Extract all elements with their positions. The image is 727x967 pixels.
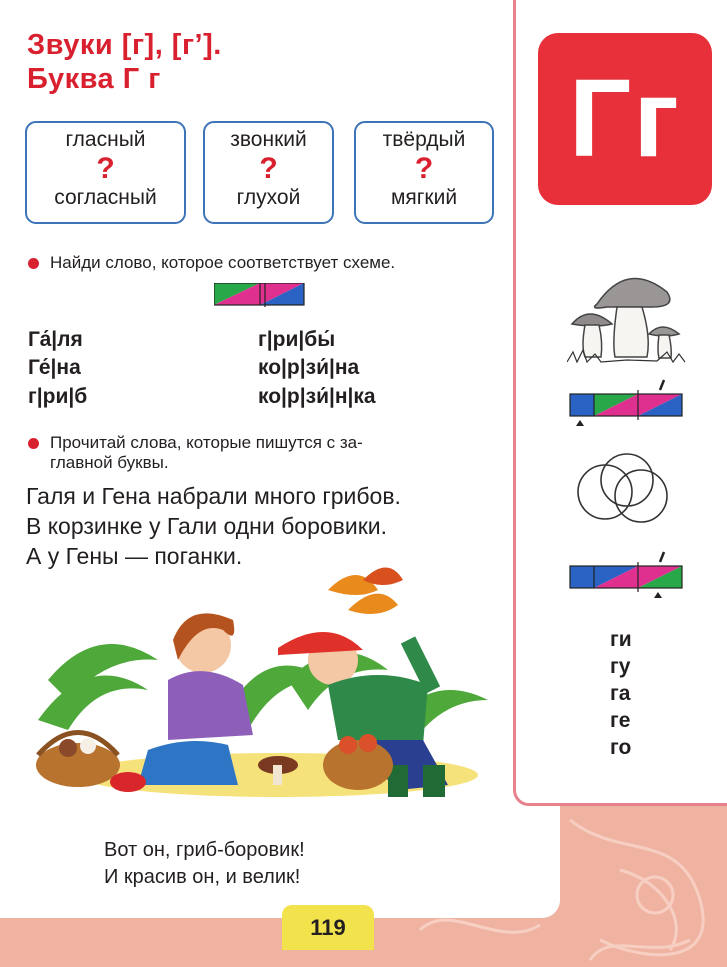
bullet-icon <box>28 258 39 269</box>
syllable: га <box>610 682 631 705</box>
word-korzina: ко|р|зи́|на <box>258 356 360 379</box>
reading-line-3: А у Гены — поганки. <box>26 543 243 569</box>
circles-icon <box>573 452 673 526</box>
sound-box-voiced-voiceless <box>203 121 334 224</box>
page-title <box>27 28 222 96</box>
task-text: Найди слово, которое соответствует схеме. <box>50 253 396 272</box>
task-text-line-1: Прочитай слова, которые пишутся с за- <box>50 433 363 452</box>
reading-line-2: В корзинке у Гали одни боровики. <box>26 513 388 539</box>
task-find-word <box>28 253 498 273</box>
page-number: 119 <box>282 905 374 950</box>
sound-box-top-label: гласный <box>65 128 146 151</box>
sound-box-hard-soft <box>354 121 494 224</box>
word-scheme-icon <box>568 548 686 602</box>
word-gena: Ге́|на <box>28 356 81 379</box>
sound-box-top-label: твёрдый <box>382 128 466 151</box>
syllable: гу <box>610 655 631 678</box>
sound-box-bottom-label: мягкий <box>390 186 458 209</box>
syllable: го <box>610 736 632 759</box>
sound-box-bottom-label: глухой <box>236 186 301 209</box>
word-scheme-icon <box>568 378 686 430</box>
question-mark: ? <box>414 152 434 185</box>
mushroom-icon <box>567 262 687 368</box>
word-grib: г|ри|б <box>28 385 88 408</box>
syllable: ге <box>610 709 631 732</box>
letter-card: Гг <box>538 33 712 205</box>
syllables-column <box>610 626 632 761</box>
bullet-icon <box>28 438 39 449</box>
sound-box-vowel-consonant <box>25 121 186 224</box>
word-griby: г|ри|бы́ <box>258 328 336 351</box>
reading-text <box>26 481 401 571</box>
word-galya: Га́|ля <box>28 328 83 351</box>
task-read-capitalized <box>28 433 503 473</box>
poem-line-2: И красив он, и велик! <box>104 866 301 888</box>
word-scheme-icon <box>214 283 306 307</box>
title-line-2: Буква Г г <box>27 63 161 95</box>
task-text-line-2: главной буквы. <box>50 453 169 472</box>
word-korzinka: ко|р|зи́|н|ка <box>258 385 376 408</box>
question-mark: ? <box>259 152 278 185</box>
poem-line-1: Вот он, гриб-боровик! <box>104 839 305 861</box>
poem <box>104 837 305 891</box>
illustration-children <box>28 560 498 820</box>
sound-box-top-label: звонкий <box>230 128 307 151</box>
reading-line-1: Галя и Гена набрали много грибов. <box>26 483 401 509</box>
question-mark: ? <box>96 152 115 185</box>
title-line-1: Звуки [г], [г’]. <box>27 29 222 61</box>
syllable: ги <box>610 628 632 651</box>
sound-box-bottom-label: согласный <box>54 186 157 209</box>
